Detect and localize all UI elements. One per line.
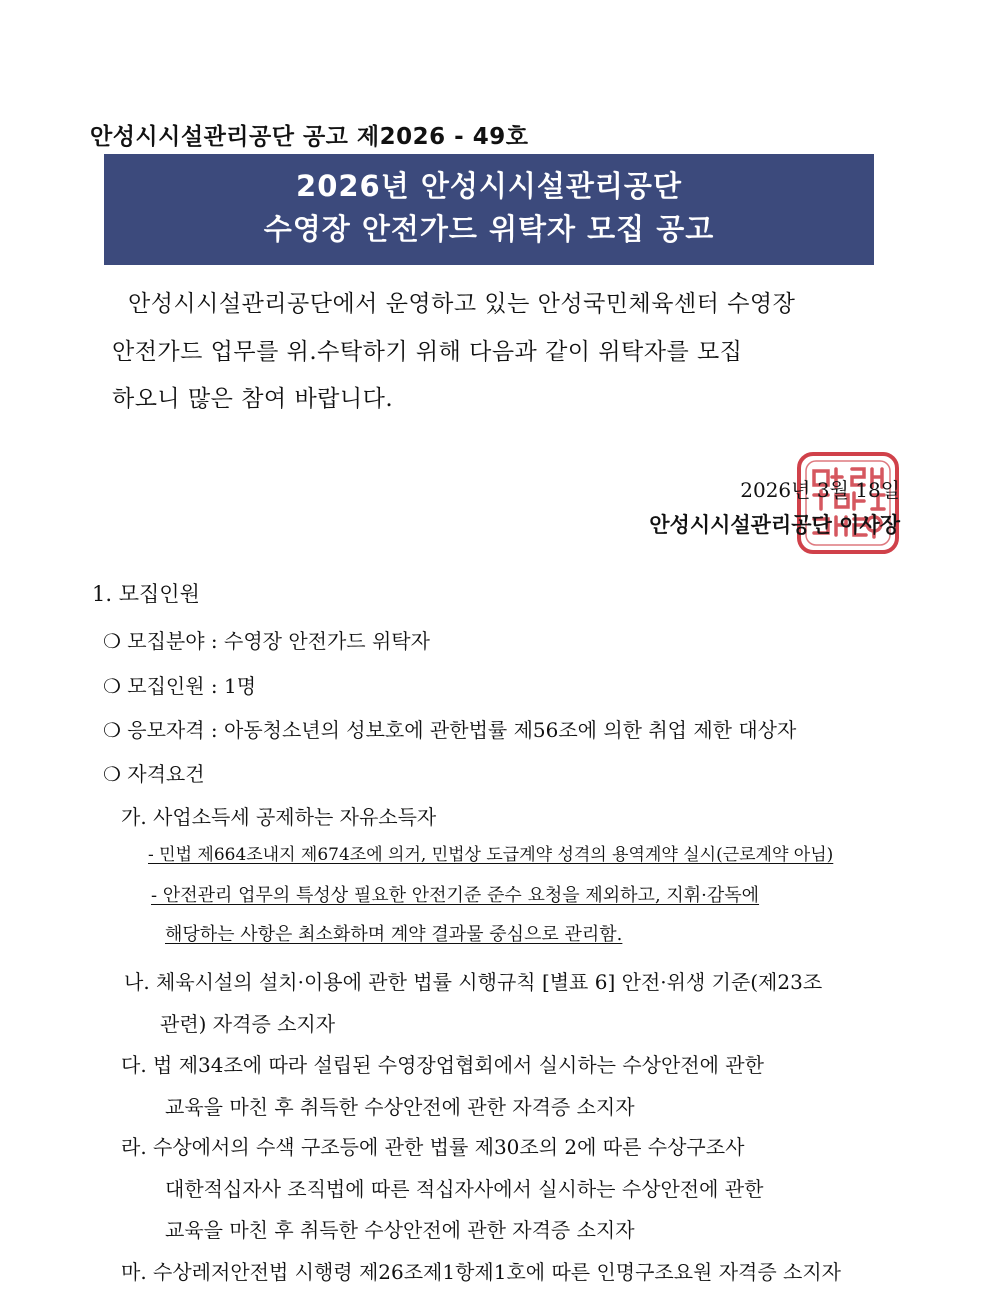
intro-line-3: 하오니 많은 참여 바랍니다.: [112, 386, 394, 412]
requirement-na-line-1: 나. 체육시설의 설치·이용에 관한 법률 시행규칙 [별표 6] 안전·위생 기준(제23조: [124, 970, 823, 994]
title-line-1: 2026년 안성시시설관리공단: [296, 169, 682, 203]
issuer-name: 안성시시설관리공단 이사장: [649, 512, 900, 537]
section-heading-recruitment: 1. 모집인원: [92, 582, 200, 606]
bullet-eligibility: ❍ 응모자격 : 아동청소년의 성보호에 관한법률 제56조에 의한 취업 제한 대상자: [103, 718, 797, 742]
requirement-ga-note-2b: 해당하는 사항은 최소화하며 계약 결과물 중심으로 관리함.: [165, 924, 623, 945]
title-line-2: 수영장 안전가드 위탁자 모집 공고: [263, 212, 715, 246]
requirement-ma: 마. 수상레저안전법 시행령 제26조제1항제1호에 따른 인명구조요원 자격증 소지자: [121, 1260, 841, 1284]
requirement-ra-line-2: 대한적십자사 조직법에 따른 적십자사에서 실시하는 수상안전에 관한: [165, 1177, 764, 1201]
requirement-ra-line-1: 라. 수상에서의 수색 구조등에 관한 법률 제30조의 2에 따른 수상구조사: [121, 1135, 745, 1159]
requirement-ga: 가. 사업소득세 공제하는 자유소득자: [121, 805, 437, 829]
requirement-da-line-1: 다. 법 제34조에 따라 설립된 수영장업협회에서 실시하는 수상안전에 관한: [121, 1053, 764, 1077]
requirement-da-line-2: 교육을 마친 후 취득한 수상안전에 관한 자격증 소지자: [165, 1095, 635, 1119]
official-seal-stamp: [796, 451, 900, 555]
notice-number: 안성시시설관리공단 공고 제2026 - 49호: [90, 124, 529, 150]
requirement-ra-line-3: 교육을 마친 후 취득한 수상안전에 관한 자격증 소지자: [165, 1218, 635, 1242]
bullet-headcount: ❍ 모집인원 : 1명: [103, 674, 257, 698]
intro-line-1: 안성시시설관리공단에서 운영하고 있는 안성국민체육센터 수영장: [128, 291, 796, 317]
requirement-ga-note-1: - 민법 제664조내지 제674조에 의거, 민법상 도급계약 성격의 용역계약 실시(근로계약 아님): [148, 845, 834, 865]
title-banner: [104, 154, 874, 265]
bullet-field: ❍ 모집분야 : 수영장 안전가드 위탁자: [103, 629, 430, 653]
notice-date: 2026년 3월 18일: [740, 478, 900, 502]
requirement-ga-note-2a: - 안전관리 업무의 특성상 필요한 안전기준 준수 요청을 제외하고, 지휘·감독에: [151, 885, 760, 906]
intro-line-2: 안전가드 업무를 위.수탁하기 위해 다음과 같이 위탁자를 모집: [112, 339, 743, 365]
bullet-qualifications: ❍ 자격요건: [103, 762, 205, 786]
requirement-na-line-2: 관련) 자격증 소지자: [160, 1012, 336, 1036]
